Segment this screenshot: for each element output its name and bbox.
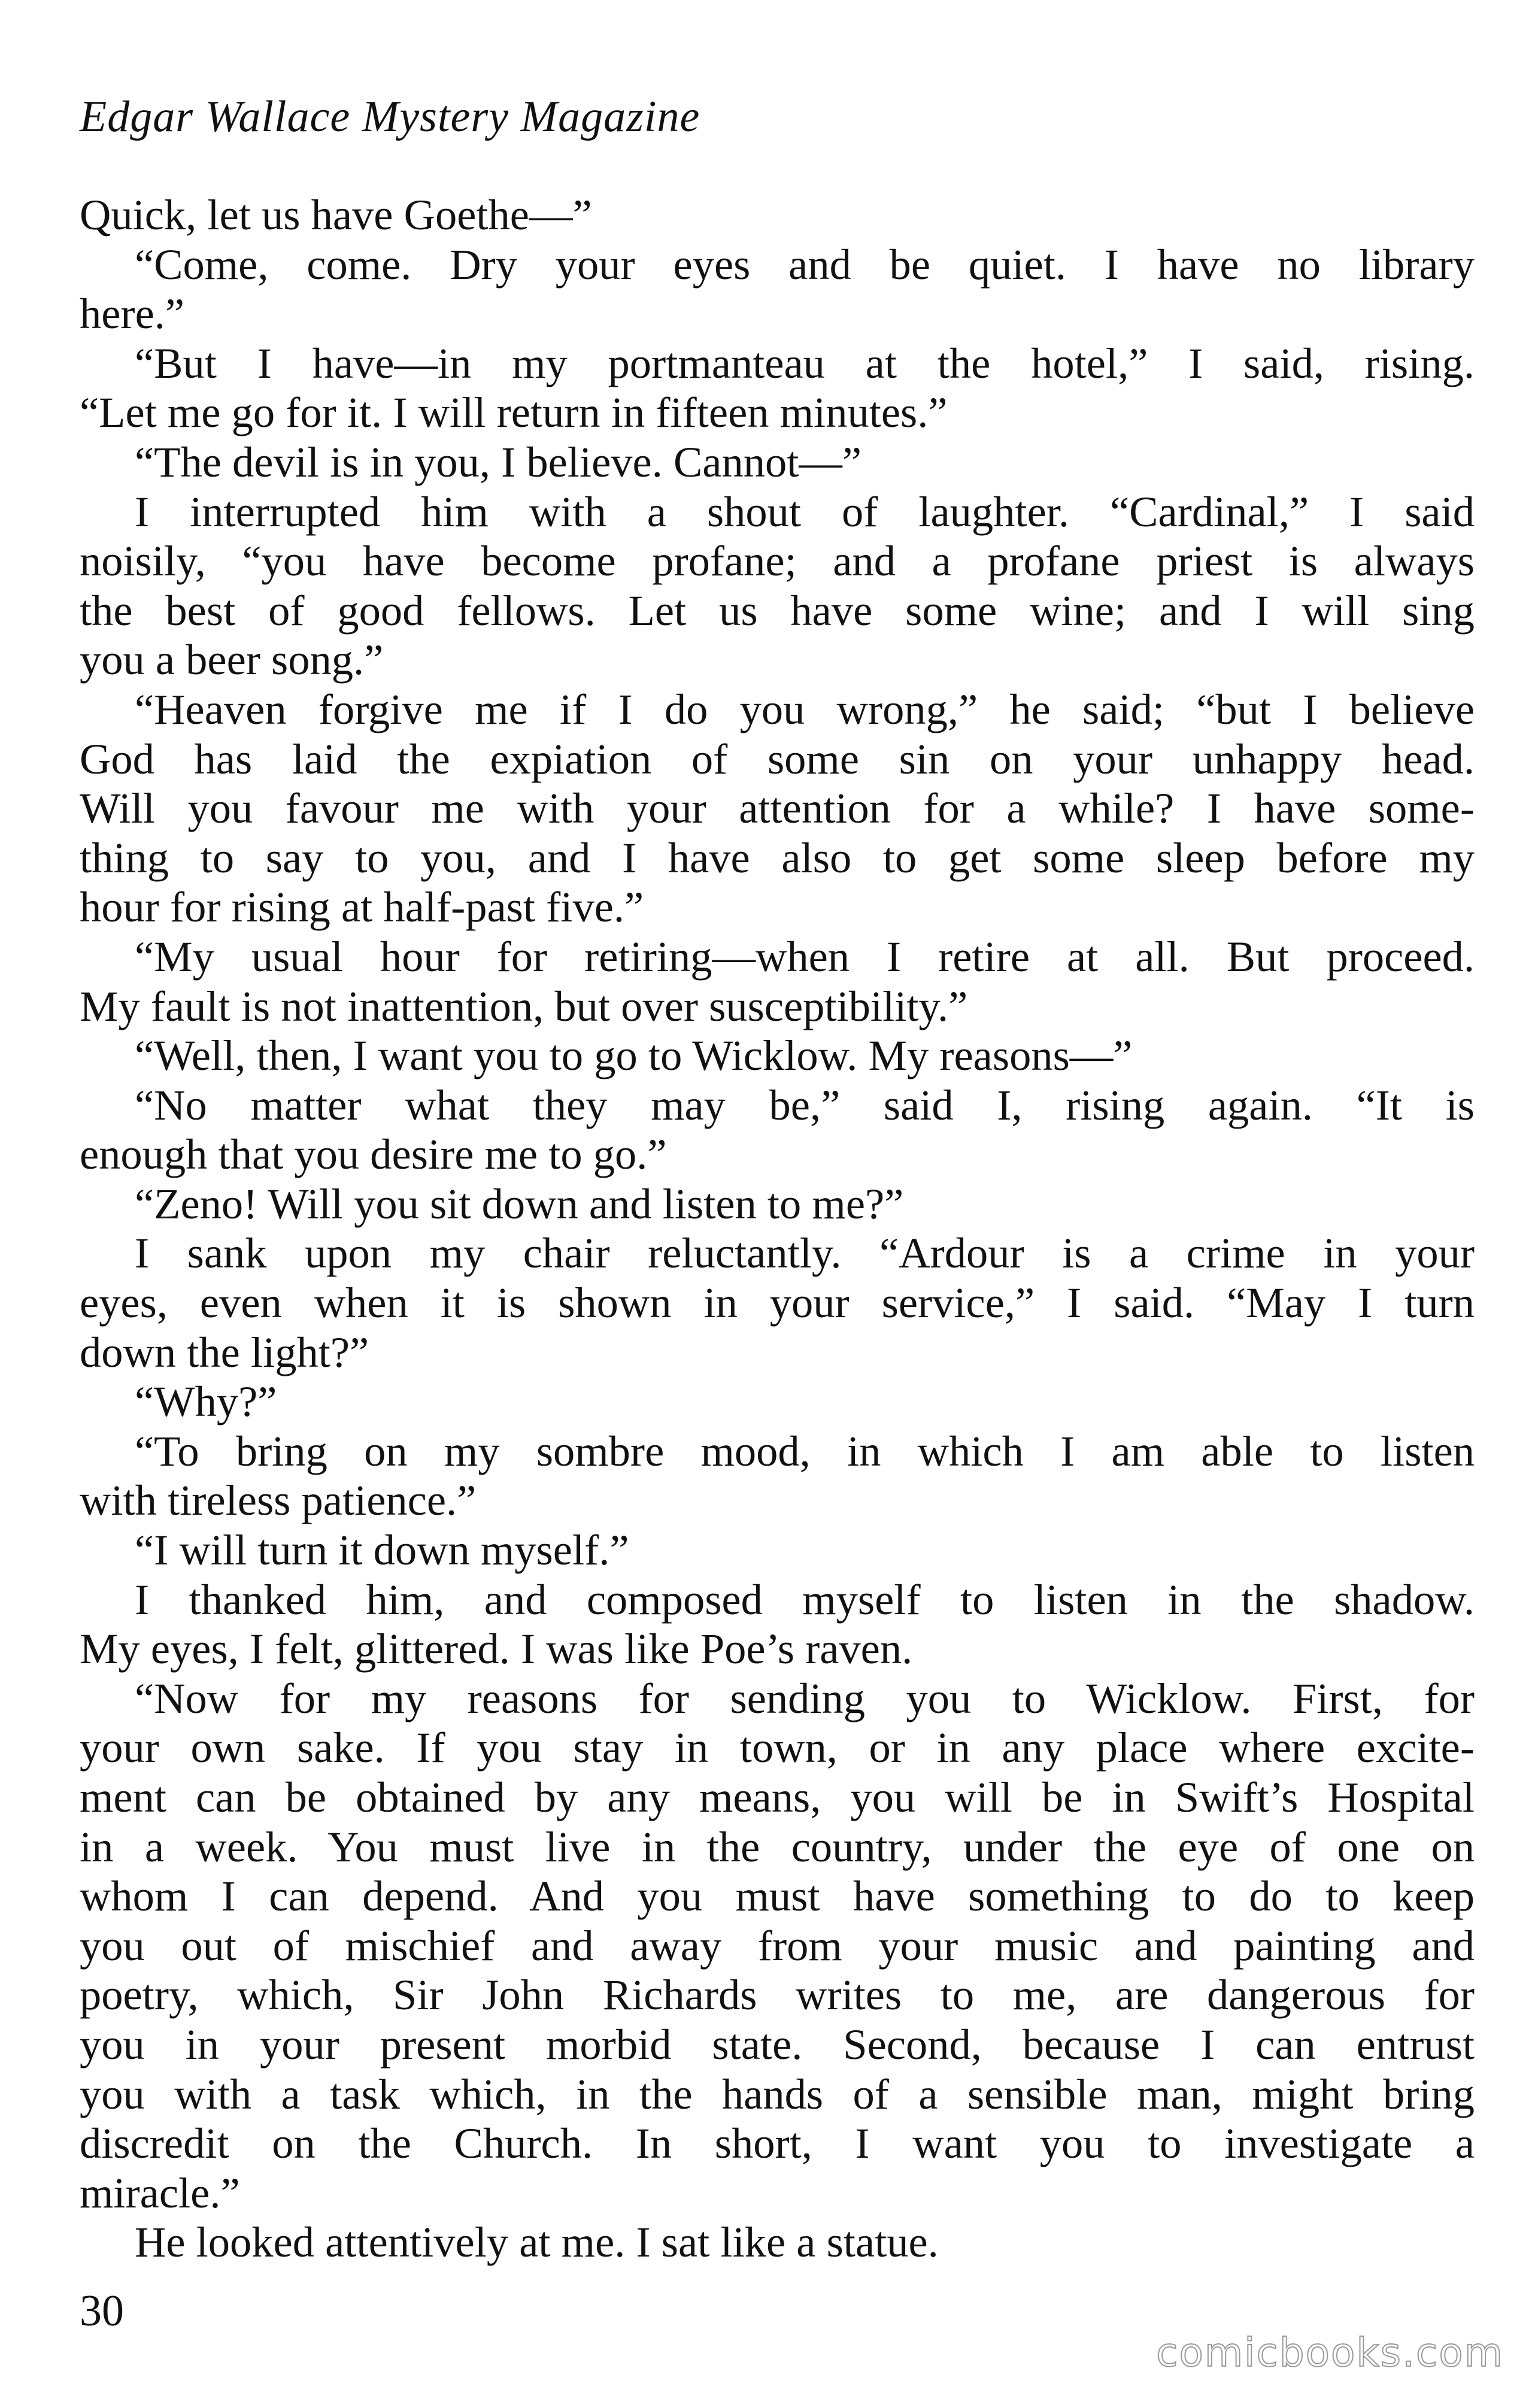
text-line: the best of good fellows. Let us have some wine; and I will sing [80,586,1475,635]
text-line: I sank upon my chair reluctantly. “Ardour is a crime in your [135,1229,1475,1278]
text-line: My eyes, I felt, glittered. I was like Poe’s raven. [80,1624,913,1673]
text-line: in a week. You must live in the country, under the eye of one on [80,1822,1475,1871]
page-number: 30 [80,2286,124,2336]
text-line: “But I have—in my portmanteau at the hotel,” I said, rising. [135,338,1475,387]
text-line: miracle.” [80,2168,240,2217]
story-text [80,190,1475,2267]
text-line: God has laid the expiation of some sin on your unhappy head. [80,734,1475,783]
watermark: comicbooks.com [1156,2330,1504,2376]
text-line: “No matter what they may be,” said I, rising again. “It is [135,1080,1475,1129]
text-line: discredit on the Church. In short, I want you to investigate a [80,2119,1475,2168]
text-line: “Heaven forgive me if I do you wrong,” he said; “but I believe [135,684,1475,733]
text-line: here.” [80,289,185,338]
text-line: “I will turn it down myself.” [135,1526,629,1575]
text-line: eyes, even when it is shown in your service,” I said. “May I turn [80,1278,1475,1327]
text-line: you with a task which, in the hands of a sensible man, might bring [80,2069,1475,2118]
text-line: “Well, then, I want you to go to Wicklow. My reasons—” [135,1031,1133,1080]
text-line: down the light?” [80,1327,369,1376]
text-line: hour for rising at half-past five.” [80,882,644,932]
text-line: you in your present morbid state. Second, because I can entrust [80,2019,1475,2069]
text-line: with tireless patience.” [80,1476,477,1525]
text-line: I interrupted him with a shout of laughter. “Cardinal,” I said [135,487,1475,536]
running-head: Edgar Wallace Mystery Magazine [80,92,700,141]
text-line: whom I can depend. And you must have something to do to keep [80,1872,1475,1921]
text-line: ment can be obtained by any means, you will be in Swift’s Hospital [80,1773,1475,1821]
text-line: “My usual hour for retiring—when I retire at all. But proceed. [135,932,1475,981]
text-line: Will you favour me with your attention for a while? I have some- [80,784,1475,833]
text-line: “The devil is in you, I believe. Cannot—” [135,437,862,486]
text-line: I thanked him, and composed myself to listen in the shadow. [135,1575,1475,1624]
text-line: My fault is not inattention, but over susceptibility.” [80,981,968,1030]
text-line: poetry, which, Sir John Richards writes to me, are dangerous for [80,1970,1475,2019]
text-line: you a beer song.” [80,635,384,684]
text-line: noisily, “you have become profane; and a profane priest is always [80,536,1475,586]
text-line: “Now for my reasons for sending you to Wicklow. First, for [135,1673,1475,1722]
text-line: enough that you desire me to go.” [80,1130,667,1179]
text-line: “To bring on my sombre mood, in which I am able to listen [135,1426,1475,1475]
text-line: He looked attentively at me. I sat like a statue. [135,2218,939,2267]
text-line: “Why?” [135,1377,277,1426]
text-line: “Zeno! Will you sit down and listen to me?” [135,1179,904,1228]
text-line: you out of mischief and away from your music and painting and [80,1921,1475,1970]
text-line: Quick, let us have Goethe—” [80,190,592,239]
text-line: “Let me go for it. I will return in fifteen minutes.” [80,388,948,437]
text-line: thing to say to you, and I have also to get some sleep before my [80,833,1475,882]
text-line: “Come, come. Dry your eyes and be quiet. I have no library [135,239,1475,289]
text-line: your own sake. If you stay in town, or in any place where excite- [80,1723,1475,1772]
